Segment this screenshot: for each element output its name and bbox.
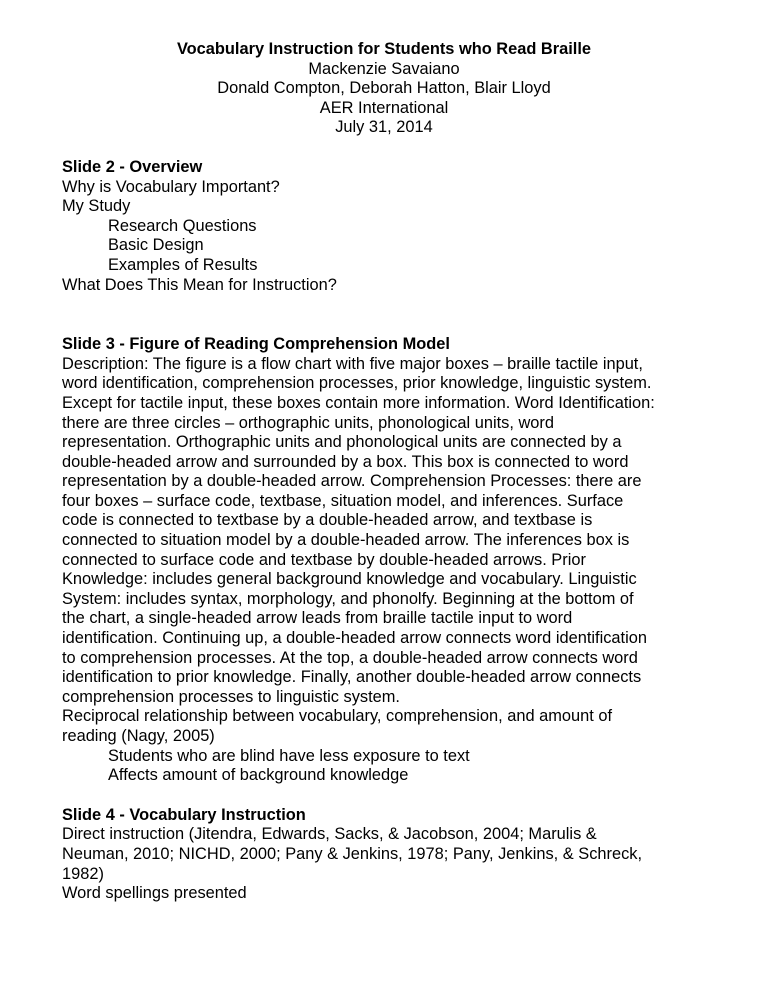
figure-description [62,355,722,708]
slide-4-line: Word spellings presented [62,884,247,903]
description-line: comprehension processes to linguistic system. [62,687,400,706]
description-line: representation. Orthographic units and phonological units are connected by a [62,433,622,452]
slide-4-section [62,806,722,904]
description-line: representation by a double-headed arrow. Comprehension Processes: there are [62,472,642,491]
spacer [62,786,722,806]
spacer [62,138,722,158]
description-line: four boxes – surface code, textbase, situation model, and inferences. Surface [62,491,624,510]
description-line: identification. Continuing up, a double-headed arrow connects word identification [62,629,647,648]
description-line: to comprehension processes. At the top, a double-headed arrow connects word [62,648,638,667]
presentation-date: July 31, 2014 [335,118,433,137]
slide-4-line: Direct instruction (Jitendra, Edwards, Sacks, & Jacobson, 2004; Marulis & [62,825,597,844]
overview-subitem: Basic Design [108,236,204,255]
document-title: Vocabulary Instruction for Students who Read Braille [176,40,592,58]
overview-subitem: Research Questions [108,216,257,235]
slide-4-heading: Slide 4 - Vocabulary Instruction [62,805,306,824]
document-page [62,40,722,904]
spacer [62,295,722,335]
slide-2-heading: Slide 2 - Overview [62,157,203,176]
coauthor-names: Donald Compton, Deborah Hatton, Blair Lloyd [217,79,551,98]
slide-3-section [62,335,722,786]
description-line: word identification, comprehension processes, prior knowledge, linguistic system. [62,374,652,393]
reciprocal-line: reading (Nagy, 2005) [62,727,215,745]
slide-4-line: Neuman, 2010; NICHD, 2000; Pany & Jenkins, 1978; Pany, Jenkins, & Schreck, [62,844,643,863]
description-line: double-headed arrow and surrounded by a box. This box is connected to word [62,452,629,471]
document-header [62,40,706,138]
description-line: connected to surface code and textbase by double-headed arrows. Prior [62,550,586,569]
description-line: identification to prior knowledge. Finally, another double-headed arrow connects [62,668,642,687]
conference-name: AER International [319,98,449,117]
reciprocal-relationship [62,707,722,746]
overview-subitem: Examples of Results [108,255,258,274]
description-line: Description: The figure is a flow chart with five major boxes – braille tactile input, [62,354,643,373]
slide-4-line: 1982) [62,864,104,883]
overview-item: Why is Vocabulary Important? [62,177,280,196]
slide-2-section [62,158,722,295]
reciprocal-line: Reciprocal relationship between vocabulary, comprehension, and amount of [62,707,613,726]
description-line: connected to situation model by a double-headed arrow. The inferences box is [62,531,630,550]
description-line: there are three circles – orthographic units, phonological units, word [62,413,554,432]
overview-item: My Study [62,197,131,216]
slide-3-heading: Slide 3 - Figure of Reading Comprehension Model [62,335,450,354]
description-line: System: includes syntax, morphology, and phonolfy. Beginning at the bottom of [62,589,634,608]
slide-3-subitem: Students who are blind have less exposure to text [108,746,470,765]
description-line: Except for tactile input, these boxes contain more information. Word Identification: [62,393,655,412]
description-line: code is connected to textbase by a double-headed arrow, and textbase is [62,511,593,530]
description-line: the chart, a single-headed arrow leads from braille tactile input to word [62,609,573,628]
description-line: Knowledge: includes general background knowledge and vocabulary. Linguistic [62,570,637,589]
author-name: Mackenzie Savaiano [308,59,460,78]
overview-item: What Does This Mean for Instruction? [62,275,337,294]
slide-3-subitem: Affects amount of background knowledge [108,766,409,785]
